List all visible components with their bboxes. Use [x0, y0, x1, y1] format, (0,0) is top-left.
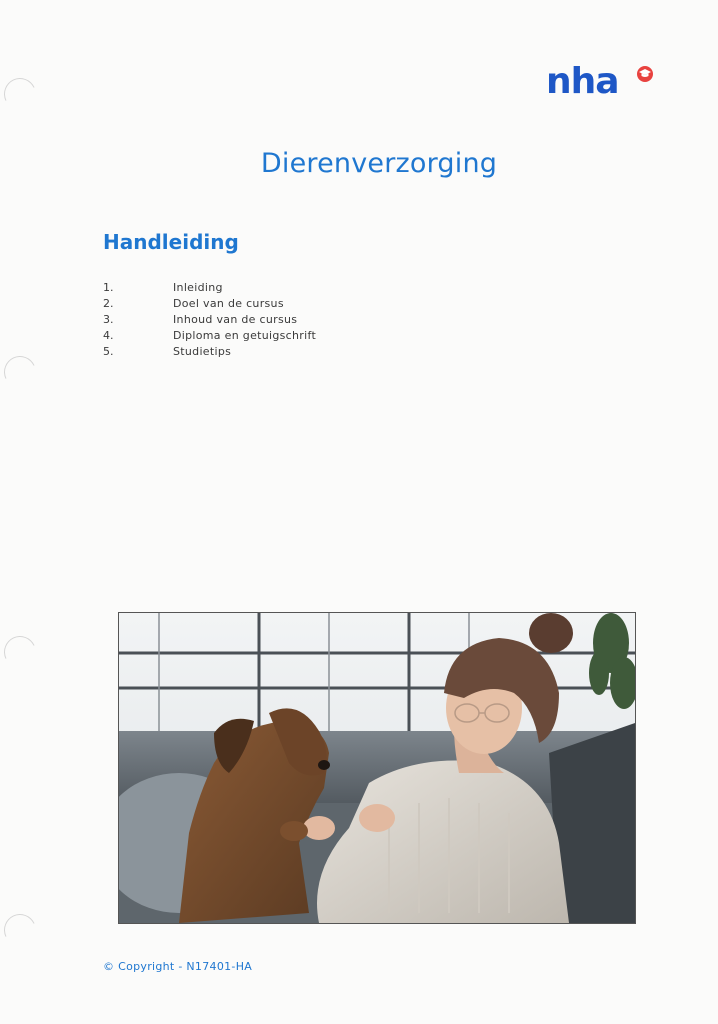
- copyright-footer: © Copyright - N17401-HA: [103, 960, 253, 973]
- list-item: [103, 296, 316, 312]
- punch-hole: [0, 73, 41, 114]
- item-label: Inhoud van de cursus: [173, 313, 298, 326]
- item-number: 1.: [103, 281, 114, 294]
- graduation-cap-icon: [637, 66, 653, 82]
- item-number: 3.: [103, 313, 114, 326]
- item-number: 2.: [103, 297, 114, 310]
- item-label: Doel van de cursus: [173, 297, 284, 310]
- woman-with-dog-photo: [118, 612, 636, 924]
- list-item: [103, 312, 316, 328]
- punch-hole: [0, 631, 41, 672]
- item-number: 5.: [103, 345, 114, 358]
- item-label: Studietips: [173, 345, 232, 358]
- list-item: [103, 280, 316, 296]
- item-number: 4.: [103, 329, 114, 342]
- item-label: Inleiding: [173, 281, 223, 294]
- logo-text: nha: [546, 61, 619, 102]
- table-of-contents: [103, 280, 316, 360]
- punch-hole: [0, 351, 41, 392]
- document-title: Dierenverzorging: [260, 148, 498, 179]
- nha-logo: [546, 61, 666, 104]
- item-label: Diploma en getuigschrift: [173, 329, 317, 342]
- list-item: [103, 328, 316, 344]
- section-heading: Handleiding: [103, 230, 239, 254]
- list-item: [103, 344, 316, 360]
- punch-hole: [0, 909, 41, 950]
